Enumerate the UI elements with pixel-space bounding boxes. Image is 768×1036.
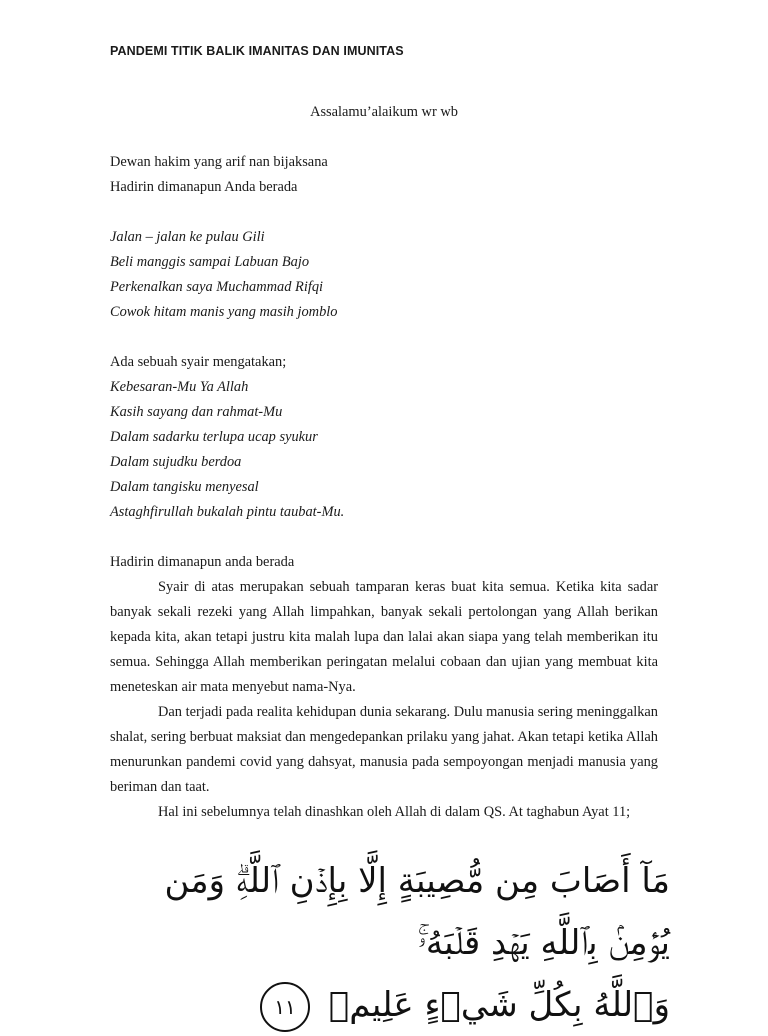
syair-line: Dalam sujudku berdoa bbox=[110, 454, 242, 470]
quran-verse-line: مَآ أَصَابَ مِن مُّصِيبَةٍ إِلَّا بِإِذۡنِ ٱللَّهِۗ وَمَن يُؤۡمِنۢ بِٱللَّهِ يَهۡدِ قَلۡبَهُۥۚ bbox=[164, 861, 670, 963]
ayah-number-icon: ١١ bbox=[260, 982, 310, 1032]
syair-intro: Ada sebuah syair mengatakan; bbox=[110, 354, 287, 370]
pantun-line: Beli manggis sampai Labuan Bajo bbox=[110, 254, 310, 270]
syair-line: Dalam sadarku terlupa ucap syukur bbox=[110, 429, 318, 445]
body-greeting: Hadirin dimanapun anda berada bbox=[110, 554, 295, 570]
quran-verse bbox=[110, 850, 670, 1036]
opening-line: Hadirin dimanapun Anda berada bbox=[110, 179, 298, 195]
quran-verse-text: وَٱللَّهُ بِكُلِّ شَيۡءٍ عَلِيمٞ bbox=[328, 985, 670, 1025]
syair-block bbox=[110, 375, 658, 525]
syair-line: Kebesaran-Mu Ya Allah bbox=[110, 379, 249, 395]
pantun-line: Perkenalkan saya Muchammad Rifqi bbox=[110, 279, 324, 295]
opening-line: Dewan hakim yang arif nan bijaksana bbox=[110, 154, 328, 170]
syair-line: Dalam tangisku menyesal bbox=[110, 479, 259, 495]
syair-line: Astaghfirullah bukalah pintu taubat-Mu. bbox=[110, 504, 345, 520]
document-header: PANDEMI TITIK BALIK IMANITAS DAN IMUNITAS bbox=[110, 44, 404, 58]
paragraph: Syair di atas merupakan sebuah tamparan keras buat kita semua. Ketika kita sadar banyak sekali rezeki yang Allah limpahkan, banyak sekali pertolongan yang Allah berikan kepada kita, akan tetapi justru kita malah lupa dan lalai akan siapa yang telah memberikan itu semua. Sehingga Allah memberikan peringatan melalui cobaan dan ujian yang membuat kita meneteskan air mata menyebut nama-Nya. bbox=[110, 579, 658, 695]
quran-verse-line-2 bbox=[110, 974, 670, 1036]
syair-line: Kasih sayang dan rahmat-Mu bbox=[110, 404, 283, 420]
greeting: Assalamu’alaikum wr wb bbox=[310, 104, 458, 120]
document-body bbox=[110, 100, 658, 825]
paragraph: Hal ini sebelumnya telah dinashkan oleh Allah di dalam QS. At taghabun Ayat 11; bbox=[158, 804, 631, 820]
pantun-line: Jalan – jalan ke pulau Gili bbox=[110, 229, 265, 245]
paragraph: Dan terjadi pada realita kehidupan dunia sekarang. Dulu manusia sering meninggalkan shalat, sering berbuat maksiat dan mengedepankan prilaku yang jahat. Akan tetapi ketika Allah menurunkan pandemi covid yang dahsyat, manusia pada sempoyongan menjadi manusia yang beriman dan taat. bbox=[110, 704, 658, 795]
pantun-block bbox=[110, 225, 658, 325]
pantun-line: Cowok hitam manis yang masih jomblo bbox=[110, 304, 338, 320]
